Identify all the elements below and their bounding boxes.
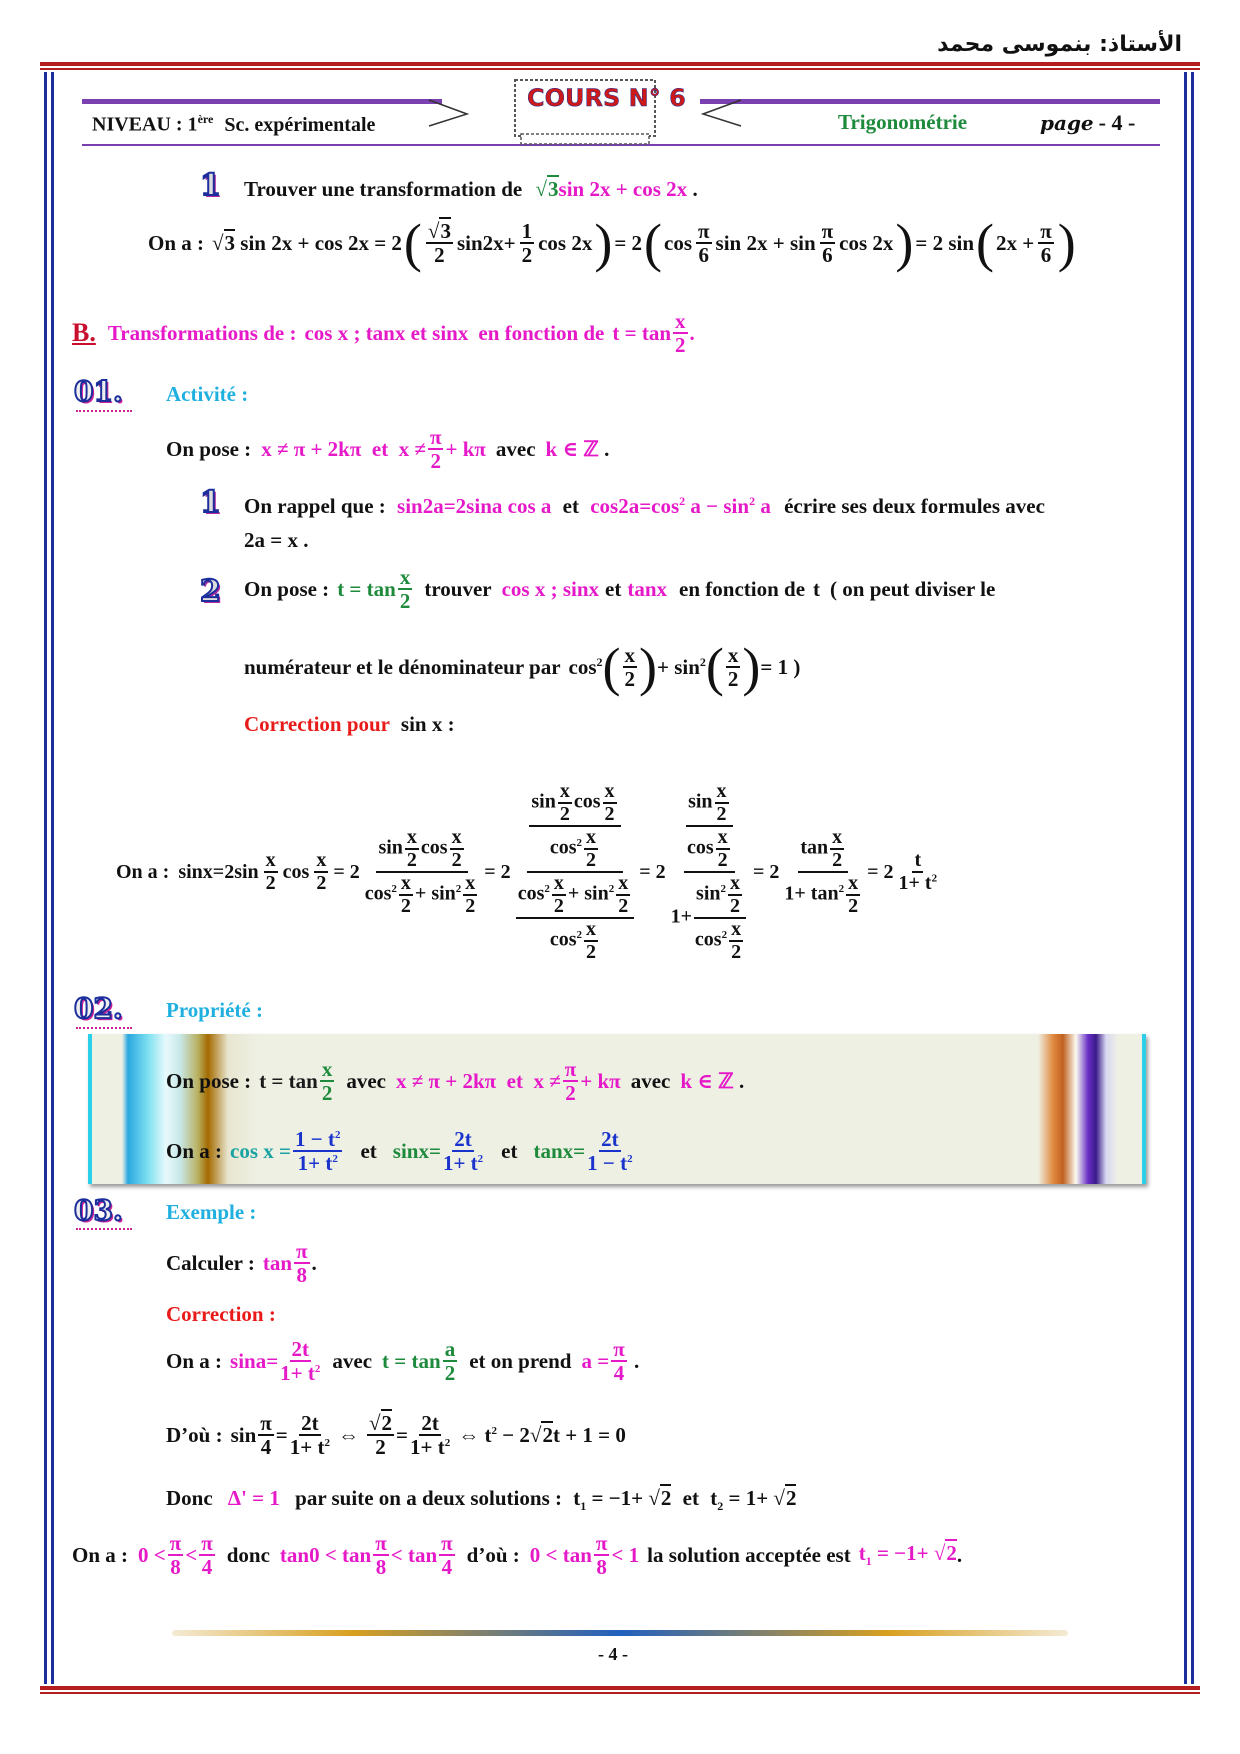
section-01-title: Activité : xyxy=(166,382,249,406)
s01-num-text: numérateur et le dénominateur par xyxy=(244,654,561,679)
frac: sin $\frac{x}{2}$ cos $\frac{x}{2}$ 1+ $\sin^2$ $\frac{x}{2}$ $\cos^2$ $\frac{x}{2}$ xyxy=(671,781,748,963)
prop-et-2: et xyxy=(501,1138,518,1163)
eq-part: 2x + xyxy=(996,230,1035,255)
eq-part: $\cos^2$ xyxy=(568,654,603,679)
ex-tan-ineq-4: < 1 xyxy=(611,1542,640,1567)
ex-sina: sina= xyxy=(230,1348,279,1373)
ex-final: On a : 0 < π 8 < π 4 donc tan0 < tan π 8 < tan π 4 d’où : 0 < tan π 8 < 1 la solution acceptée est $t_1 = -1+ √2$ . xyxy=(72,1531,963,1580)
frame-left xyxy=(44,72,54,1684)
course-title: COURS N° 6 xyxy=(527,84,686,112)
s01-peut: ( on peut diviser le xyxy=(830,576,996,601)
section-b-heading xyxy=(72,310,695,356)
section-b-title-d: t = tan xyxy=(612,320,672,345)
frac: x 2 xyxy=(675,309,686,358)
frac: x 2 xyxy=(399,565,411,614)
prop-tan: tanx= xyxy=(533,1138,586,1163)
page-label: page xyxy=(1040,111,1094,135)
ex-tan: tan xyxy=(262,1250,293,1275)
prop-cos: cos x = xyxy=(230,1138,291,1163)
frac: $\frac{\pi}{4}$ xyxy=(613,1337,625,1386)
s01-t-def: t = tan xyxy=(337,576,396,601)
ex-avec: avec xyxy=(332,1348,373,1373)
bottom-rule-2 xyxy=(40,1692,1200,1694)
section-02-title: Propriété : xyxy=(166,998,263,1022)
step-1-number: 1 xyxy=(200,168,221,203)
s01-cond-2: + kπ xyxy=(445,436,486,461)
ex-final-sol: la solution acceptée est xyxy=(647,1542,851,1567)
s01-et: et xyxy=(562,494,579,518)
ex-ineq: 0 < xyxy=(138,1542,166,1567)
s01-num-line xyxy=(244,637,801,697)
frac: sin $\frac{x}{2}$ cos $\frac{x}{2}$ $\cos^2$ $\frac{x}{2}$ $\cos^2$ $\frac{x}{2}$ + $\sin^2$ $\frac{x}{2}$ $\cos^2$ $\frac{x}{2}$ xyxy=(516,781,635,963)
section-02-number: 02. xyxy=(74,992,123,1025)
ex-line1: On a : sina= $\frac{2t}{1+ t^2}$ avec t = tan a 2 et on prend a = $\frac{\pi}{4}$ . xyxy=(166,1337,640,1386)
ex-tan-ineq-3: 0 < tan xyxy=(529,1542,592,1567)
s01-rappel-line xyxy=(244,494,1045,519)
eq-part: = 2 xyxy=(867,860,894,883)
section-03-number: 03. xyxy=(74,1194,123,1227)
s01-et2: et xyxy=(605,576,622,601)
frac: π 8 xyxy=(595,1531,608,1580)
frac: a 2 xyxy=(444,1337,456,1386)
ex-correction: Correction : xyxy=(166,1302,276,1326)
ex-final-dou: d’où : xyxy=(466,1542,520,1567)
s01-correction: Correction pour xyxy=(244,712,390,736)
s01-vars: cos x ; sinx xyxy=(501,576,600,601)
ex-calculer: Calculer : xyxy=(166,1250,255,1275)
level-rest: Sc. expérimentale xyxy=(224,113,376,136)
paren: ) xyxy=(639,637,657,697)
eq-part: ⇔ $t^2 - 2√2t + 1 = 0$ xyxy=(458,1422,626,1447)
ex-ineq-2: < xyxy=(185,1542,198,1567)
footer-page: - 4 - xyxy=(598,1644,628,1664)
ex-t1: $t_1 = -1+ √2$ xyxy=(573,1486,672,1514)
paren: ) xyxy=(1057,213,1076,273)
paren: ( xyxy=(705,637,724,697)
prop-avec-2: avec xyxy=(630,1068,671,1093)
eq-part: = xyxy=(396,1422,408,1447)
paren: ( xyxy=(644,213,663,273)
paren: ) xyxy=(895,213,914,273)
s01-rappel-line2: 2a = x . xyxy=(244,528,309,552)
top-rule xyxy=(40,62,1200,66)
frac: x 2 xyxy=(321,1057,333,1106)
eq-part: = 2 xyxy=(614,230,643,255)
eq-part: = 2 xyxy=(753,860,780,883)
ex-calculer-line: Calculer : tan π 8 . xyxy=(166,1239,317,1288)
section-b-title-a: Transformations de : xyxy=(107,320,297,345)
ex-final-donc: donc xyxy=(226,1542,270,1567)
prop-on-a: On a : xyxy=(166,1138,223,1163)
eq-part: = 2 xyxy=(484,860,511,883)
s01-formula: sin2a=2sina cos a xyxy=(397,494,552,518)
s01-on-a: On a : xyxy=(116,860,170,883)
frac: $\frac{\pi}{4}$ xyxy=(260,1411,272,1460)
eq-part: + $\sin^2$ xyxy=(657,654,706,679)
s01-pose2-line xyxy=(244,566,995,612)
part1-on-a: On a : xyxy=(148,230,205,255)
prop-cond: x ≠ π + 2kπ et x ≠ xyxy=(395,1068,561,1093)
ex-prend: et on prend xyxy=(469,1348,572,1373)
eq-lhs: √3 sin 2x + cos 2x = 2 xyxy=(212,230,402,255)
frac: π 4 xyxy=(201,1531,213,1580)
prop-k: k ∈ ℤ xyxy=(680,1069,734,1094)
frac: $\frac{2t}{1+ t^2}$ xyxy=(409,1411,451,1460)
prop-cond-2: + kπ xyxy=(580,1068,621,1093)
s01-tanx: tanx xyxy=(627,576,668,601)
frac: $\frac{√2}{2}$ xyxy=(368,1411,393,1460)
s01-rappel: On rappel que : xyxy=(244,494,386,518)
s01-avec: avec xyxy=(495,436,536,461)
frame-right xyxy=(1184,72,1194,1684)
level-label: NIVEAU : 1 xyxy=(92,113,198,136)
part1-expr: sin 2x + cos 2x xyxy=(558,177,688,201)
section-b-title-b: cos x ; tanx et sinx xyxy=(304,320,469,345)
frac: π 8 xyxy=(296,1239,308,1288)
section-02-underline xyxy=(76,1027,132,1029)
section-b-letter: B. xyxy=(72,318,96,348)
eq-part: cos xyxy=(282,860,310,883)
ex-line3 xyxy=(166,1486,796,1514)
prop-et-1: et xyxy=(360,1138,377,1163)
eq-part: cos 2x xyxy=(538,230,593,255)
prop-sin: sinx= xyxy=(392,1138,441,1163)
eq-part: sin xyxy=(230,1422,257,1447)
eq-part: sinx=2sin xyxy=(178,860,259,883)
frac: x 2 xyxy=(265,849,276,894)
author: الأستاذ: بنموسى محمد xyxy=(937,32,1182,57)
frac: $\frac{1}{2}$ xyxy=(521,218,533,267)
bottom-rule xyxy=(40,1686,1200,1690)
level-sup: ère xyxy=(197,112,214,126)
eq-part: = 2 xyxy=(333,860,360,883)
frac: π 8 xyxy=(375,1531,387,1580)
frac: π 8 xyxy=(169,1531,182,1580)
paren: ) xyxy=(594,213,613,273)
frac: t $1+ t^2$ xyxy=(898,849,938,894)
footer-line xyxy=(172,1630,1068,1636)
step-1b-number: 1 xyxy=(200,485,221,520)
paren: ( xyxy=(976,213,995,273)
s01-formula-2: $\cos 2a=\cos^2$ $a - \sin^2 a$ xyxy=(590,494,771,518)
part1-expr-sqrt: √3 xyxy=(535,177,559,201)
eq-part: = xyxy=(275,1422,288,1447)
ex-a: a = xyxy=(581,1348,610,1373)
section-01-underline xyxy=(76,410,132,412)
s01-cond: x ≠ π + 2kπ et x ≠ xyxy=(261,436,426,461)
subject: Trigonométrie xyxy=(838,110,968,134)
frac: $\frac{1 - t^2}{1+ t^2}$ xyxy=(294,1127,341,1176)
s01-pose: On pose : xyxy=(166,436,252,461)
frac: sin $\frac{x}{2}$ cos $\frac{x}{2}$ $\cos^2$ $\frac{x}{2}$ + $\sin^2$ $\frac{x}{2}$ xyxy=(364,826,476,917)
prop-t-def: t = tan xyxy=(259,1068,318,1093)
ex-suite: par suite on a deux solutions : xyxy=(295,1486,562,1510)
part1-intro-line: Trouver une transformation de √3sin 2x + cos 2x . xyxy=(244,177,698,201)
property-left-edge xyxy=(88,1034,92,1184)
eq-part: = 2 xyxy=(639,860,666,883)
frac: x 2 xyxy=(727,642,739,691)
frac: $\frac{2t}{1+ t^2}$ xyxy=(442,1127,484,1176)
prop-pose-line: On pose : t = tan x 2 avec x ≠ π + 2kπ et x ≠ π 2 + kπ avec k ∈ ℤ . xyxy=(166,1057,745,1106)
prop-formulas xyxy=(166,1128,635,1174)
frac: π 2 xyxy=(564,1057,577,1106)
section-03-underline xyxy=(76,1228,132,1230)
ex-final-on-a: On a : xyxy=(72,1542,129,1567)
paren: ( xyxy=(403,213,422,273)
eq-part: sin2x+ xyxy=(456,230,516,255)
part1-derivation xyxy=(148,213,1076,273)
frac: π 4 xyxy=(441,1531,453,1580)
frac: $\frac{2t}{1+ t^2}$ xyxy=(280,1337,321,1386)
prop-pose: On pose : xyxy=(166,1068,252,1093)
eq-part: sin 2x + sin xyxy=(715,230,816,255)
s01-k: k ∈ ℤ xyxy=(545,437,599,462)
ex-on-a: On a : xyxy=(166,1348,223,1373)
page-indicator xyxy=(1040,110,1135,136)
s01-rappel-end: écrire ses deux formules avec xyxy=(784,494,1045,518)
frac: √3 2 xyxy=(427,218,451,267)
frac: $\frac{x}{2}$ xyxy=(316,849,327,894)
s01-pose2: On pose : xyxy=(244,576,330,601)
s01-corr-var: sin x : xyxy=(400,712,455,736)
eq-part: cos 2x xyxy=(839,230,894,255)
ex-tan-ineq: tan0 < tan xyxy=(279,1542,372,1567)
period: . xyxy=(689,320,695,345)
property-right-edge xyxy=(1142,1034,1146,1184)
ex-t-def: t = tan xyxy=(382,1348,441,1373)
prop-avec: avec xyxy=(346,1068,386,1093)
paren: ( xyxy=(602,637,621,697)
ex-delta: Δ' = 1 xyxy=(227,1486,280,1510)
eq-part: cos xyxy=(664,230,693,255)
header-line-left xyxy=(82,99,442,104)
frac: x 2 xyxy=(624,642,636,691)
paren: ) xyxy=(742,637,761,697)
ex-tan-ineq-2: < tan xyxy=(390,1542,438,1567)
ex-line2 xyxy=(166,1412,626,1458)
ex-final-t1: $t_1 = -1+ √2$ xyxy=(858,1540,957,1569)
step-2-number: 2 xyxy=(200,574,221,609)
header-line-right xyxy=(700,99,1160,104)
frac: $\frac{\pi}{6}$ xyxy=(1040,218,1052,267)
frac: π 6 xyxy=(821,218,834,267)
level-text xyxy=(92,112,375,137)
ex-et: et xyxy=(682,1486,699,1510)
s01-trouver: trouver xyxy=(424,576,492,601)
part1-intro: Trouver une transformation de xyxy=(244,177,523,201)
frac: π 2 xyxy=(429,425,442,474)
eq-part: = 1 ) xyxy=(760,654,801,679)
ex-dou: D’où : xyxy=(166,1422,223,1447)
s01-t: t xyxy=(813,576,821,601)
s01-pose-line: On pose : x ≠ π + 2kπ et x ≠ π 2 + kπ avec k ∈ ℤ . xyxy=(166,425,610,474)
section-01-number: 01. xyxy=(74,375,123,408)
frac: $\frac{2t}{1+ t^2}$ xyxy=(289,1411,330,1460)
section-03-title: Exemple : xyxy=(166,1200,257,1224)
section-b-title-c: en fonction de xyxy=(478,320,605,345)
frac: tan $\frac{x}{2}$ $1+ \tan^2$ $\frac{x}{2}$ xyxy=(784,826,859,917)
sinx-derivation xyxy=(116,752,939,992)
top-rule-2 xyxy=(40,68,1200,70)
eq-part: ⇔ xyxy=(337,1422,359,1447)
ex-t2: $t_2 = 1+ √2$ xyxy=(710,1486,797,1514)
frac: π 6 xyxy=(698,218,710,267)
ex-donc: Donc xyxy=(166,1486,213,1510)
page-number: - 4 - xyxy=(1098,110,1136,135)
eq-part: = 2 sin xyxy=(915,230,975,255)
s01-fonction: en fonction de xyxy=(679,576,806,601)
s01-correction-line xyxy=(244,712,455,737)
frac: $\frac{2t}{1 - t^2}$ xyxy=(587,1127,633,1176)
